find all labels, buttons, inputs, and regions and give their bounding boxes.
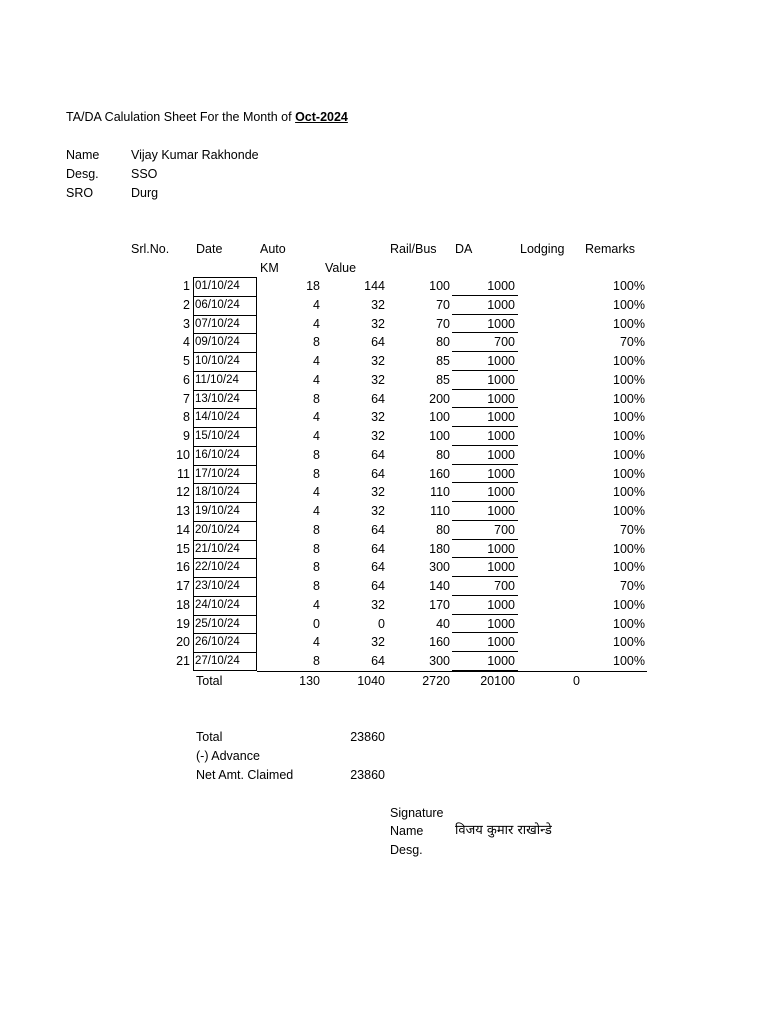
signature-label: Signature bbox=[390, 806, 444, 820]
row-km: 18 bbox=[306, 279, 320, 293]
row-rail-bus: 100 bbox=[429, 410, 450, 425]
signature-desg-label: Desg. bbox=[390, 843, 423, 857]
row-da: 700 bbox=[494, 579, 515, 593]
row-value: 32 bbox=[371, 297, 385, 312]
row-km: 4 bbox=[313, 485, 320, 500]
row-da: 1000 bbox=[487, 410, 515, 425]
row-km: 0 bbox=[313, 616, 320, 631]
signature-name-value: विजय कुमार राखोन्डे bbox=[455, 823, 552, 838]
row-date: 09/10/24 bbox=[195, 336, 240, 349]
row-rail-bus: 170 bbox=[429, 597, 450, 612]
employee-desg-label: Desg. bbox=[66, 167, 99, 181]
row-value: 32 bbox=[371, 429, 385, 443]
row-date: 17/10/24 bbox=[195, 467, 240, 480]
total-da: 20100 bbox=[480, 674, 515, 688]
row-remarks: 100% bbox=[613, 372, 645, 387]
header-value: Value bbox=[325, 261, 357, 275]
row-srl: 18 bbox=[176, 597, 190, 612]
row-value: 64 bbox=[371, 541, 385, 556]
summary-net-value: 23860 bbox=[350, 768, 385, 782]
summary-total-value: 23860 bbox=[350, 730, 385, 744]
date-row-divider bbox=[193, 633, 257, 634]
row-remarks: 100% bbox=[613, 410, 645, 425]
row-srl: 8 bbox=[183, 410, 190, 425]
row-da: 1000 bbox=[487, 654, 515, 668]
row-date: 01/10/24 bbox=[195, 280, 240, 292]
row-date: 15/10/24 bbox=[195, 430, 240, 442]
header-srl: Srl.No. bbox=[131, 242, 170, 256]
row-srl: 6 bbox=[183, 372, 190, 387]
row-rail-bus: 85 bbox=[436, 372, 450, 387]
row-rail-bus: 160 bbox=[429, 635, 450, 650]
row-km: 8 bbox=[313, 522, 320, 537]
date-row-divider bbox=[193, 596, 257, 597]
date-row-divider bbox=[193, 652, 257, 653]
row-da: 1000 bbox=[487, 635, 515, 650]
row-srl: 19 bbox=[176, 616, 190, 631]
row-rail-bus: 160 bbox=[429, 466, 450, 481]
row-da: 1000 bbox=[487, 429, 515, 443]
row-srl: 9 bbox=[183, 429, 190, 443]
date-row-divider bbox=[193, 352, 257, 353]
row-km: 8 bbox=[313, 541, 320, 556]
row-km: 8 bbox=[313, 560, 320, 575]
row-date: 14/10/24 bbox=[195, 411, 240, 424]
row-da: 1000 bbox=[487, 316, 515, 331]
row-date: 10/10/24 bbox=[195, 355, 240, 367]
row-value: 64 bbox=[371, 654, 385, 668]
row-date: 21/10/24 bbox=[195, 542, 240, 555]
row-value: 144 bbox=[364, 279, 385, 293]
row-value: 32 bbox=[371, 504, 385, 518]
row-date: 23/10/24 bbox=[195, 580, 240, 592]
row-value: 32 bbox=[371, 597, 385, 612]
date-row-divider bbox=[193, 521, 257, 522]
row-km: 8 bbox=[313, 466, 320, 481]
row-date: 18/10/24 bbox=[195, 486, 240, 499]
row-rail-bus: 300 bbox=[429, 560, 450, 575]
row-rail-bus: 80 bbox=[436, 447, 450, 462]
row-da: 1000 bbox=[487, 354, 515, 368]
row-rail-bus: 100 bbox=[429, 429, 450, 443]
title-prefix: TA/DA Calulation Sheet For the Month of bbox=[66, 110, 292, 124]
row-date: 24/10/24 bbox=[195, 598, 240, 611]
row-da: 1000 bbox=[487, 541, 515, 556]
row-km: 4 bbox=[313, 297, 320, 312]
row-srl: 2 bbox=[183, 297, 190, 312]
sheet-title bbox=[66, 110, 348, 124]
header-auto: Auto bbox=[260, 242, 286, 256]
total-value: 1040 bbox=[357, 674, 385, 688]
row-rail-bus: 85 bbox=[436, 354, 450, 368]
row-value: 32 bbox=[371, 316, 385, 331]
row-da: 1000 bbox=[487, 616, 515, 631]
date-row-divider bbox=[193, 315, 257, 316]
row-remarks: 100% bbox=[613, 354, 645, 368]
header-rail-bus: Rail/Bus bbox=[390, 242, 437, 256]
row-km: 4 bbox=[313, 429, 320, 443]
date-row-divider bbox=[193, 577, 257, 578]
row-km: 4 bbox=[313, 354, 320, 368]
row-km: 8 bbox=[313, 391, 320, 406]
row-da: 1000 bbox=[487, 504, 515, 518]
row-date: 11/10/24 bbox=[195, 373, 239, 386]
summary-total-label: Total bbox=[196, 730, 223, 744]
header-date: Date bbox=[196, 242, 223, 256]
employee-desg-value: SSO bbox=[131, 167, 158, 181]
row-srl: 3 bbox=[183, 316, 190, 331]
row-date: 22/10/24 bbox=[195, 561, 240, 574]
row-srl: 1 bbox=[183, 279, 190, 293]
row-srl: 13 bbox=[176, 504, 190, 518]
row-value: 0 bbox=[378, 616, 385, 631]
row-km: 4 bbox=[313, 410, 320, 425]
row-date: 26/10/24 bbox=[195, 636, 240, 649]
row-rail-bus: 80 bbox=[436, 522, 450, 537]
summary-net-label: Net Amt. Claimed bbox=[196, 768, 294, 782]
row-rail-bus: 70 bbox=[436, 316, 450, 331]
row-da: 1000 bbox=[487, 447, 515, 462]
row-da: 1000 bbox=[487, 597, 515, 612]
row-km: 4 bbox=[313, 372, 320, 387]
employee-sro-label: SRO bbox=[66, 186, 94, 200]
row-da: 700 bbox=[494, 335, 515, 350]
date-row-divider bbox=[193, 558, 257, 559]
row-date: 13/10/24 bbox=[195, 392, 240, 405]
date-row-divider bbox=[193, 446, 257, 447]
row-value: 32 bbox=[371, 410, 385, 425]
row-value: 64 bbox=[371, 579, 385, 593]
row-da: 1000 bbox=[487, 279, 515, 293]
employee-name-value: Vijay Kumar Rakhonde bbox=[131, 148, 259, 162]
row-date: 16/10/24 bbox=[195, 448, 240, 461]
row-da: 1000 bbox=[487, 391, 515, 406]
row-srl: 14 bbox=[176, 522, 190, 537]
row-remarks: 70% bbox=[619, 579, 645, 593]
date-row-divider bbox=[193, 333, 257, 334]
row-remarks: 100% bbox=[613, 485, 645, 500]
row-remarks: 100% bbox=[613, 635, 645, 650]
row-remarks: 100% bbox=[613, 391, 645, 406]
row-km: 8 bbox=[313, 335, 320, 350]
date-row-divider bbox=[193, 390, 257, 391]
row-rail-bus: 70 bbox=[436, 297, 450, 312]
row-date: 20/10/24 bbox=[195, 523, 240, 536]
row-rail-bus: 200 bbox=[429, 391, 450, 406]
header-km: KM bbox=[260, 261, 279, 275]
row-da: 1000 bbox=[487, 485, 515, 500]
total-km: 130 bbox=[299, 674, 320, 688]
row-srl: 20 bbox=[176, 635, 190, 650]
row-da: 1000 bbox=[487, 297, 515, 312]
date-row-divider bbox=[193, 502, 257, 503]
header-remarks: Remarks bbox=[585, 242, 636, 256]
row-remarks: 100% bbox=[613, 541, 645, 556]
row-date: 25/10/24 bbox=[195, 617, 240, 630]
row-remarks: 100% bbox=[613, 447, 645, 462]
row-value: 64 bbox=[371, 522, 385, 537]
row-value: 64 bbox=[371, 447, 385, 462]
row-srl: 11 bbox=[177, 466, 190, 481]
row-remarks: 70% bbox=[619, 335, 645, 350]
row-date: 27/10/24 bbox=[195, 655, 240, 667]
row-srl: 16 bbox=[176, 560, 190, 575]
date-row-divider bbox=[193, 371, 257, 372]
date-row-divider bbox=[193, 408, 257, 409]
title-month: Oct-2024 bbox=[295, 110, 348, 124]
signature-name-label: Name bbox=[390, 824, 424, 838]
row-km: 4 bbox=[313, 504, 320, 518]
header-lodging: Lodging bbox=[520, 242, 565, 256]
row-value: 64 bbox=[371, 335, 385, 350]
date-row-divider bbox=[193, 615, 257, 616]
row-rail-bus: 100 bbox=[429, 279, 450, 293]
row-rail-bus: 180 bbox=[429, 541, 450, 556]
row-km: 4 bbox=[313, 597, 320, 612]
row-value: 64 bbox=[371, 560, 385, 575]
row-remarks: 100% bbox=[613, 616, 645, 631]
row-da: 1000 bbox=[487, 560, 515, 575]
row-srl: 7 bbox=[183, 391, 190, 406]
row-rail-bus: 140 bbox=[429, 579, 450, 593]
row-value: 32 bbox=[371, 372, 385, 387]
row-date: 07/10/24 bbox=[195, 317, 240, 330]
row-srl: 15 bbox=[176, 541, 190, 556]
row-da: 1000 bbox=[487, 372, 515, 387]
row-value: 32 bbox=[371, 354, 385, 368]
row-km: 8 bbox=[313, 579, 320, 593]
row-km: 4 bbox=[313, 316, 320, 331]
row-da: 700 bbox=[494, 522, 515, 537]
summary-advance-label: (-) Advance bbox=[196, 749, 260, 763]
row-remarks: 100% bbox=[613, 297, 645, 312]
employee-name-label: Name bbox=[66, 148, 100, 162]
row-rail-bus: 80 bbox=[436, 335, 450, 350]
row-value: 32 bbox=[371, 635, 385, 650]
employee-sro-value: Durg bbox=[131, 186, 159, 200]
row-rail-bus: 40 bbox=[436, 616, 450, 631]
row-remarks: 100% bbox=[613, 654, 645, 668]
row-remarks: 100% bbox=[613, 279, 645, 293]
row-value: 64 bbox=[371, 466, 385, 481]
date-column-box bbox=[193, 277, 257, 671]
total-lodging: 0 bbox=[573, 674, 580, 688]
row-date: 06/10/24 bbox=[195, 298, 240, 311]
total-label: Total bbox=[196, 674, 223, 688]
row-remarks: 100% bbox=[613, 560, 645, 575]
row-remarks: 100% bbox=[613, 466, 645, 481]
row-srl: 10 bbox=[176, 447, 190, 462]
date-row-divider bbox=[193, 540, 257, 541]
row-srl: 21 bbox=[176, 654, 190, 668]
row-srl: 17 bbox=[176, 579, 190, 593]
row-remarks: 100% bbox=[613, 597, 645, 612]
row-date: 19/10/24 bbox=[195, 505, 240, 517]
row-rail-bus: 110 bbox=[430, 485, 450, 500]
date-row-divider bbox=[193, 427, 257, 428]
row-remarks: 100% bbox=[613, 504, 645, 518]
row-rail-bus: 110 bbox=[430, 504, 450, 518]
row-srl: 12 bbox=[176, 485, 190, 500]
row-srl: 4 bbox=[183, 335, 190, 350]
row-da: 1000 bbox=[487, 466, 515, 481]
date-row-divider bbox=[193, 465, 257, 466]
row-remarks: 100% bbox=[613, 316, 645, 331]
date-row-divider bbox=[193, 296, 257, 297]
row-remarks: 100% bbox=[613, 429, 645, 443]
total-rail-bus: 2720 bbox=[422, 674, 450, 688]
row-km: 8 bbox=[313, 654, 320, 668]
row-remarks: 70% bbox=[619, 522, 645, 537]
date-row-divider bbox=[193, 483, 257, 484]
row-value: 64 bbox=[371, 391, 385, 406]
row-km: 4 bbox=[313, 635, 320, 650]
row-srl: 5 bbox=[183, 354, 190, 368]
row-km: 8 bbox=[313, 447, 320, 462]
row-rail-bus: 300 bbox=[429, 654, 450, 668]
row-value: 32 bbox=[371, 485, 385, 500]
header-da: DA bbox=[455, 242, 473, 256]
